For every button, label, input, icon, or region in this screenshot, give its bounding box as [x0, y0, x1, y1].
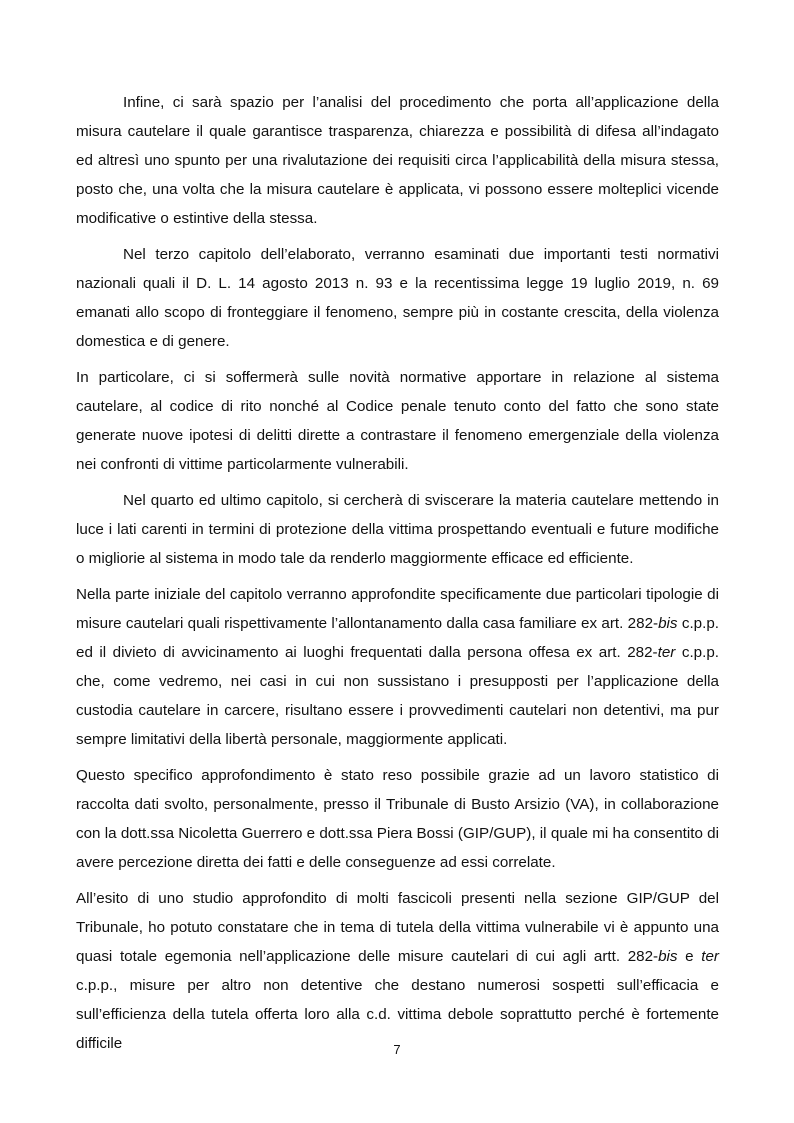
body-paragraph — [76, 486, 719, 573]
paragraph-text: c.p.p., misure per altro non detentive che destano numerosi sospetti sull’efficacia e sull’efficienza della tutela offerta loro alla c.d. vittima debole soprattutto perché è fortemente difficile — [76, 977, 719, 1052]
document-body — [76, 88, 719, 1065]
italic-term: bis — [658, 948, 678, 965]
paragraph-text: c.p.p. che, come vedremo, nei casi in cui non sussistano i presupposti per l’applicazione della custodia cautelare in carcere, risultano essere i provvedimenti cautelari non detentivi, ma pur sempre limitativi della libertà personale, maggiormente applicati. — [76, 644, 719, 748]
italic-term: bis — [658, 615, 678, 632]
body-paragraph — [76, 761, 719, 877]
page-number: 7 — [393, 1042, 401, 1057]
paragraph-text: Nel terzo capitolo dell’elaborato, verranno esaminati due importanti testi normativi nazionali quali il D. L. 14 agosto 2013 n. 93 e la recentissima legge 19 luglio 2019, n. 69 emanati allo scopo di fronteggiare il fenomeno, sempre più in costante crescita, della violenza domestica e di genere. — [76, 246, 719, 350]
paragraph-text: Questo specifico approfondimento è stato reso possibile grazie ad un lavoro statistico di raccolta dati svolto, personalmente, presso il Tribunale di Busto Arsizio (VA), in collaborazione con la dott.ssa Nicoletta Guerrero e dott.ssa Piera Bossi (GIP/GUP), il quale mi ha consentito di avere percezione diretta dei fatti e delle conseguenze ad essi correlate. — [76, 767, 719, 871]
paragraph-text: In particolare, ci si soffermerà sulle novità normative apportare in relazione al sistema cautelare, al codice di rito nonché al Codice penale tenuto conto del fatto che sono state generate nuove ipotesi di delitti dirette a contrastare il fenomeno emergenziale della violenza nei confronti di vittime particolarmente vulnerabili. — [76, 369, 719, 473]
paragraph-text: c.p.p. ed il divieto di avvicinamento ai luoghi frequentati dalla persona offesa ex art. 282- — [76, 615, 719, 661]
paragraph-text: Infine, ci sarà spazio per l’analisi del procedimento che porta all’applicazione della misura cautelare il quale garantisce trasparenza, chiarezza e possibilità di difesa all’indagato ed altresì uno spunto per una rivalutazione dei requisiti circa l’applicabilità della misura stessa, posto che, una volta che la misura cautelare è applicata, vi possono essere molteplici vicende modificative o estintive della stessa. — [76, 94, 719, 227]
paragraph-text: Nel quarto ed ultimo capitolo, si cercherà di sviscerare la materia cautelare mettendo in luce i lati carenti in termini di protezione della vittima prospettando eventuali e future modifiche o migliorie al sistema in modo tale da renderlo maggiormente efficace ed efficiente. — [76, 492, 719, 567]
body-paragraph — [76, 88, 719, 233]
italic-term: ter — [701, 948, 719, 965]
paragraph-text: Nella parte iniziale del capitolo verranno approfondite specificamente due particolari tipologie di misure cautelari quali rispettivamente l’allontanamento dalla casa familiare ex art. 282- — [76, 586, 719, 632]
paragraph-text: e — [677, 948, 702, 965]
paragraph-text: All’esito di uno studio approfondito di molti fascicoli presenti nella sezione GIP/GUP del Tribunale, ho potuto constatare che in tema di tutela della vittima vulnerabile vi è appunto una quasi totale egemonia nell’applicazione delle misure cautelari di cui agli artt. 282- — [76, 890, 719, 965]
body-paragraph — [76, 363, 719, 479]
italic-term: ter — [657, 644, 676, 661]
body-paragraph — [76, 240, 719, 356]
body-paragraph — [76, 884, 719, 1058]
body-paragraph — [76, 580, 719, 754]
